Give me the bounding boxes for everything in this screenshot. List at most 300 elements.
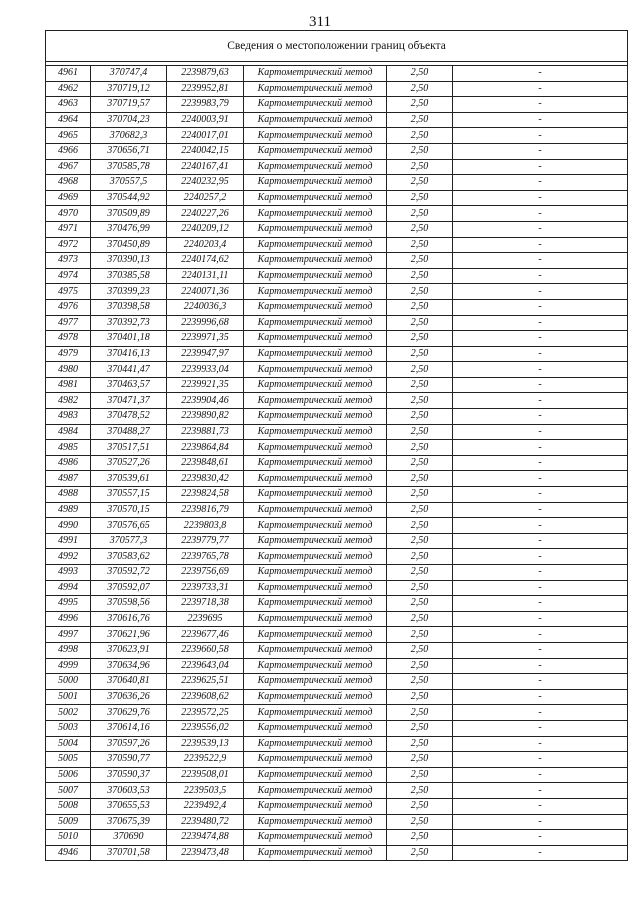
accuracy-cell: 2,50	[387, 674, 453, 690]
x-coordinate-cell: 370592,07	[91, 580, 167, 596]
y-coordinate-cell: 2239890,82	[167, 409, 244, 425]
y-coordinate-cell: 2239660,58	[167, 642, 244, 658]
accuracy-cell: 2,50	[387, 455, 453, 471]
y-coordinate-cell: 2239779,77	[167, 533, 244, 549]
method-cell: Картометрический метод	[244, 299, 387, 315]
method-cell: Картометрический метод	[244, 752, 387, 768]
table-row	[46, 159, 628, 175]
description-cell: -	[453, 736, 628, 752]
description-cell: -	[453, 580, 628, 596]
point-number-cell: 4997	[46, 627, 91, 643]
accuracy-cell: 2,50	[387, 66, 453, 82]
point-number-cell: 4971	[46, 221, 91, 237]
description-cell: -	[453, 284, 628, 300]
accuracy-cell: 2,50	[387, 830, 453, 846]
accuracy-cell: 2,50	[387, 346, 453, 362]
method-cell: Картометрический метод	[244, 440, 387, 456]
table-row	[46, 128, 628, 144]
point-number-cell: 4968	[46, 175, 91, 191]
x-coordinate-cell: 370590,37	[91, 767, 167, 783]
description-cell: -	[453, 752, 628, 768]
point-number-cell: 4980	[46, 362, 91, 378]
accuracy-cell: 2,50	[387, 409, 453, 425]
point-number-cell: 4974	[46, 268, 91, 284]
method-cell: Картометрический метод	[244, 814, 387, 830]
method-cell: Картометрический метод	[244, 767, 387, 783]
method-cell: Картометрический метод	[244, 268, 387, 284]
y-coordinate-cell: 2239933,04	[167, 362, 244, 378]
y-coordinate-cell: 2239996,68	[167, 315, 244, 331]
point-number-cell: 4978	[46, 331, 91, 347]
method-cell: Картометрический метод	[244, 518, 387, 534]
table-row	[46, 409, 628, 425]
y-coordinate-cell: 2239522,9	[167, 752, 244, 768]
table-row	[46, 455, 628, 471]
accuracy-cell: 2,50	[387, 81, 453, 97]
x-coordinate-cell: 370399,23	[91, 284, 167, 300]
point-number-cell: 4987	[46, 471, 91, 487]
table-row	[46, 237, 628, 253]
accuracy-cell: 2,50	[387, 596, 453, 612]
x-coordinate-cell: 370401,18	[91, 331, 167, 347]
table-row	[46, 627, 628, 643]
point-number-cell: 4963	[46, 97, 91, 113]
table-row	[46, 268, 628, 284]
description-cell: -	[453, 627, 628, 643]
x-coordinate-cell: 370701,58	[91, 845, 167, 861]
table-row	[46, 112, 628, 128]
accuracy-cell: 2,50	[387, 752, 453, 768]
accuracy-cell: 2,50	[387, 767, 453, 783]
point-number-cell: 4979	[46, 346, 91, 362]
description-cell: -	[453, 658, 628, 674]
description-cell: -	[453, 346, 628, 362]
point-number-cell: 4981	[46, 377, 91, 393]
x-coordinate-cell: 370570,15	[91, 502, 167, 518]
point-number-cell: 5006	[46, 767, 91, 783]
point-number-cell: 5002	[46, 705, 91, 721]
x-coordinate-cell: 370416,13	[91, 346, 167, 362]
x-coordinate-cell: 370509,89	[91, 206, 167, 222]
accuracy-cell: 2,50	[387, 549, 453, 565]
description-cell: -	[453, 409, 628, 425]
y-coordinate-cell: 2239830,42	[167, 471, 244, 487]
description-cell: -	[453, 175, 628, 191]
description-cell: -	[453, 549, 628, 565]
description-cell: -	[453, 221, 628, 237]
point-number-cell: 4961	[46, 66, 91, 82]
method-cell: Картометрический метод	[244, 642, 387, 658]
method-cell: Картометрический метод	[244, 611, 387, 627]
accuracy-cell: 2,50	[387, 658, 453, 674]
accuracy-cell: 2,50	[387, 565, 453, 581]
y-coordinate-cell: 2239816,79	[167, 502, 244, 518]
accuracy-cell: 2,50	[387, 424, 453, 440]
accuracy-cell: 2,50	[387, 175, 453, 191]
accuracy-cell: 2,50	[387, 736, 453, 752]
table-row	[46, 658, 628, 674]
method-cell: Картометрический метод	[244, 798, 387, 814]
accuracy-cell: 2,50	[387, 689, 453, 705]
method-cell: Картометрический метод	[244, 331, 387, 347]
accuracy-cell: 2,50	[387, 143, 453, 159]
table-row	[46, 143, 628, 159]
y-coordinate-cell: 2240017,01	[167, 128, 244, 144]
method-cell: Картометрический метод	[244, 112, 387, 128]
y-coordinate-cell: 2239572,25	[167, 705, 244, 721]
table-row	[46, 299, 628, 315]
accuracy-cell: 2,50	[387, 97, 453, 113]
method-cell: Картометрический метод	[244, 674, 387, 690]
y-coordinate-cell: 2240209,12	[167, 221, 244, 237]
method-cell: Картометрический метод	[244, 627, 387, 643]
x-coordinate-cell: 370634,96	[91, 658, 167, 674]
y-coordinate-cell: 2239904,46	[167, 393, 244, 409]
description-cell: -	[453, 487, 628, 503]
x-coordinate-cell: 370527,26	[91, 455, 167, 471]
y-coordinate-cell: 2239921,35	[167, 377, 244, 393]
table-row	[46, 175, 628, 191]
method-cell: Картометрический метод	[244, 97, 387, 113]
method-cell: Картометрический метод	[244, 128, 387, 144]
description-cell: -	[453, 767, 628, 783]
x-coordinate-cell: 370398,58	[91, 299, 167, 315]
x-coordinate-cell: 370655,53	[91, 798, 167, 814]
table-row	[46, 377, 628, 393]
table-row	[46, 284, 628, 300]
description-cell: -	[453, 689, 628, 705]
accuracy-cell: 2,50	[387, 487, 453, 503]
y-coordinate-cell: 2240042,15	[167, 143, 244, 159]
accuracy-cell: 2,50	[387, 502, 453, 518]
table-row	[46, 720, 628, 736]
table-row	[46, 798, 628, 814]
description-cell: -	[453, 565, 628, 581]
method-cell: Картометрический метод	[244, 206, 387, 222]
point-number-cell: 4992	[46, 549, 91, 565]
x-coordinate-cell: 370539,61	[91, 471, 167, 487]
x-coordinate-cell: 370690	[91, 830, 167, 846]
point-number-cell: 4965	[46, 128, 91, 144]
x-coordinate-cell: 370614,16	[91, 720, 167, 736]
description-cell: -	[453, 611, 628, 627]
point-number-cell: 4995	[46, 596, 91, 612]
method-cell: Картометрический метод	[244, 221, 387, 237]
x-coordinate-cell: 370488,27	[91, 424, 167, 440]
x-coordinate-cell: 370640,81	[91, 674, 167, 690]
x-coordinate-cell: 370597,26	[91, 736, 167, 752]
y-coordinate-cell: 2239608,62	[167, 689, 244, 705]
method-cell: Картометрический метод	[244, 377, 387, 393]
point-number-cell: 4994	[46, 580, 91, 596]
description-cell: -	[453, 362, 628, 378]
method-cell: Картометрический метод	[244, 424, 387, 440]
description-cell: -	[453, 518, 628, 534]
table-row	[46, 221, 628, 237]
point-number-cell: 4986	[46, 455, 91, 471]
point-number-cell: 4962	[46, 81, 91, 97]
description-cell: -	[453, 393, 628, 409]
accuracy-cell: 2,50	[387, 253, 453, 269]
method-cell: Картометрический метод	[244, 362, 387, 378]
description-cell: -	[453, 814, 628, 830]
method-cell: Картометрический метод	[244, 143, 387, 159]
description-cell: -	[453, 253, 628, 269]
y-coordinate-cell: 2239480,72	[167, 814, 244, 830]
y-coordinate-cell: 2239695	[167, 611, 244, 627]
description-cell: -	[453, 674, 628, 690]
method-cell: Картометрический метод	[244, 533, 387, 549]
y-coordinate-cell: 2240227,26	[167, 206, 244, 222]
table-row	[46, 66, 628, 82]
y-coordinate-cell: 2239879,63	[167, 66, 244, 82]
table-row	[46, 97, 628, 113]
point-number-cell: 4991	[46, 533, 91, 549]
x-coordinate-cell: 370583,62	[91, 549, 167, 565]
point-number-cell: 4973	[46, 253, 91, 269]
x-coordinate-cell: 370598,56	[91, 596, 167, 612]
table-row	[46, 674, 628, 690]
y-coordinate-cell: 2239508,01	[167, 767, 244, 783]
x-coordinate-cell: 370590,77	[91, 752, 167, 768]
method-cell: Картометрический метод	[244, 502, 387, 518]
accuracy-cell: 2,50	[387, 284, 453, 300]
point-number-cell: 4998	[46, 642, 91, 658]
accuracy-cell: 2,50	[387, 221, 453, 237]
accuracy-cell: 2,50	[387, 315, 453, 331]
method-cell: Картометрический метод	[244, 471, 387, 487]
accuracy-cell: 2,50	[387, 190, 453, 206]
point-number-cell: 4966	[46, 143, 91, 159]
point-number-cell: 4972	[46, 237, 91, 253]
x-coordinate-cell: 370636,26	[91, 689, 167, 705]
table-row	[46, 596, 628, 612]
table-row	[46, 611, 628, 627]
point-number-cell: 4967	[46, 159, 91, 175]
description-cell: -	[453, 783, 628, 799]
point-number-cell: 4977	[46, 315, 91, 331]
table-row	[46, 315, 628, 331]
description-cell: -	[453, 533, 628, 549]
x-coordinate-cell: 370385,58	[91, 268, 167, 284]
accuracy-cell: 2,50	[387, 627, 453, 643]
method-cell: Картометрический метод	[244, 175, 387, 191]
description-cell: -	[453, 720, 628, 736]
description-cell: -	[453, 830, 628, 846]
method-cell: Картометрический метод	[244, 658, 387, 674]
point-number-cell: 4969	[46, 190, 91, 206]
method-cell: Картометрический метод	[244, 66, 387, 82]
method-cell: Картометрический метод	[244, 580, 387, 596]
accuracy-cell: 2,50	[387, 705, 453, 721]
accuracy-cell: 2,50	[387, 331, 453, 347]
point-number-cell: 4990	[46, 518, 91, 534]
point-number-cell: 4946	[46, 845, 91, 861]
description-cell: -	[453, 66, 628, 82]
point-number-cell: 5007	[46, 783, 91, 799]
method-cell: Картометрический метод	[244, 596, 387, 612]
accuracy-cell: 2,50	[387, 362, 453, 378]
table-row	[46, 533, 628, 549]
table-row	[46, 393, 628, 409]
x-coordinate-cell: 370441,47	[91, 362, 167, 378]
description-cell: -	[453, 440, 628, 456]
y-coordinate-cell: 2239473,48	[167, 845, 244, 861]
method-cell: Картометрический метод	[244, 315, 387, 331]
description-cell: -	[453, 159, 628, 175]
table-row	[46, 767, 628, 783]
y-coordinate-cell: 2240036,3	[167, 299, 244, 315]
x-coordinate-cell: 370747,4	[91, 66, 167, 82]
point-number-cell: 4989	[46, 502, 91, 518]
description-cell: -	[453, 206, 628, 222]
table-row	[46, 736, 628, 752]
method-cell: Картометрический метод	[244, 237, 387, 253]
y-coordinate-cell: 2239677,46	[167, 627, 244, 643]
x-coordinate-cell: 370585,78	[91, 159, 167, 175]
accuracy-cell: 2,50	[387, 112, 453, 128]
method-cell: Картометрический метод	[244, 549, 387, 565]
accuracy-cell: 2,50	[387, 533, 453, 549]
x-coordinate-cell: 370390,13	[91, 253, 167, 269]
method-cell: Картометрический метод	[244, 830, 387, 846]
x-coordinate-cell: 370675,39	[91, 814, 167, 830]
description-cell: -	[453, 315, 628, 331]
description-cell: -	[453, 502, 628, 518]
x-coordinate-cell: 370629,76	[91, 705, 167, 721]
table-row	[46, 487, 628, 503]
table-row	[46, 814, 628, 830]
y-coordinate-cell: 2239864,84	[167, 440, 244, 456]
point-number-cell: 4964	[46, 112, 91, 128]
accuracy-cell: 2,50	[387, 720, 453, 736]
method-cell: Картометрический метод	[244, 845, 387, 861]
point-number-cell: 4988	[46, 487, 91, 503]
y-coordinate-cell: 2240003,91	[167, 112, 244, 128]
accuracy-cell: 2,50	[387, 268, 453, 284]
y-coordinate-cell: 2240071,36	[167, 284, 244, 300]
table-row	[46, 424, 628, 440]
table-row	[46, 471, 628, 487]
page-number: 311	[309, 14, 331, 30]
y-coordinate-cell: 2240203,4	[167, 237, 244, 253]
accuracy-cell: 2,50	[387, 440, 453, 456]
method-cell: Картометрический метод	[244, 81, 387, 97]
table-row	[46, 440, 628, 456]
accuracy-cell: 2,50	[387, 611, 453, 627]
accuracy-cell: 2,50	[387, 814, 453, 830]
accuracy-cell: 2,50	[387, 206, 453, 222]
table-row	[46, 81, 628, 97]
x-coordinate-cell: 370392,73	[91, 315, 167, 331]
table-row	[46, 362, 628, 378]
table-body	[46, 31, 628, 861]
method-cell: Картометрический метод	[244, 720, 387, 736]
accuracy-cell: 2,50	[387, 580, 453, 596]
point-number-cell: 4975	[46, 284, 91, 300]
table-row	[46, 346, 628, 362]
table-title-row	[46, 31, 628, 62]
point-number-cell: 5000	[46, 674, 91, 690]
y-coordinate-cell: 2239503,5	[167, 783, 244, 799]
method-cell: Картометрический метод	[244, 565, 387, 581]
method-cell: Картометрический метод	[244, 487, 387, 503]
x-coordinate-cell: 370704,23	[91, 112, 167, 128]
y-coordinate-cell: 2240257,2	[167, 190, 244, 206]
table-row	[46, 502, 628, 518]
point-number-cell: 4984	[46, 424, 91, 440]
point-number-cell: 4982	[46, 393, 91, 409]
y-coordinate-cell: 2239474,88	[167, 830, 244, 846]
method-cell: Картометрический метод	[244, 253, 387, 269]
description-cell: -	[453, 190, 628, 206]
point-number-cell: 4993	[46, 565, 91, 581]
description-cell: -	[453, 299, 628, 315]
point-number-cell: 5009	[46, 814, 91, 830]
x-coordinate-cell: 370682,3	[91, 128, 167, 144]
point-number-cell: 4970	[46, 206, 91, 222]
description-cell: -	[453, 471, 628, 487]
description-cell: -	[453, 705, 628, 721]
y-coordinate-cell: 2239947,97	[167, 346, 244, 362]
x-coordinate-cell: 370471,37	[91, 393, 167, 409]
point-number-cell: 4996	[46, 611, 91, 627]
x-coordinate-cell: 370603,53	[91, 783, 167, 799]
x-coordinate-cell: 370623,91	[91, 642, 167, 658]
y-coordinate-cell: 2240131,11	[167, 268, 244, 284]
table-row	[46, 689, 628, 705]
boundary-coordinates-table	[45, 30, 628, 861]
y-coordinate-cell: 2239952,81	[167, 81, 244, 97]
table-row	[46, 580, 628, 596]
y-coordinate-cell: 2239803,8	[167, 518, 244, 534]
method-cell: Картометрический метод	[244, 284, 387, 300]
point-number-cell: 5008	[46, 798, 91, 814]
x-coordinate-cell: 370577,3	[91, 533, 167, 549]
accuracy-cell: 2,50	[387, 471, 453, 487]
method-cell: Картометрический метод	[244, 190, 387, 206]
accuracy-cell: 2,50	[387, 159, 453, 175]
point-number-cell: 5001	[46, 689, 91, 705]
description-cell: -	[453, 237, 628, 253]
x-coordinate-cell: 370576,65	[91, 518, 167, 534]
description-cell: -	[453, 845, 628, 861]
description-cell: -	[453, 128, 628, 144]
accuracy-cell: 2,50	[387, 128, 453, 144]
accuracy-cell: 2,50	[387, 845, 453, 861]
description-cell: -	[453, 642, 628, 658]
accuracy-cell: 2,50	[387, 393, 453, 409]
accuracy-cell: 2,50	[387, 783, 453, 799]
y-coordinate-cell: 2239848,61	[167, 455, 244, 471]
x-coordinate-cell: 370476,99	[91, 221, 167, 237]
y-coordinate-cell: 2239881,73	[167, 424, 244, 440]
method-cell: Картометрический метод	[244, 159, 387, 175]
accuracy-cell: 2,50	[387, 377, 453, 393]
x-coordinate-cell: 370592,72	[91, 565, 167, 581]
table-row	[46, 190, 628, 206]
table-row	[46, 549, 628, 565]
accuracy-cell: 2,50	[387, 642, 453, 658]
method-cell: Картометрический метод	[244, 393, 387, 409]
point-number-cell: 4999	[46, 658, 91, 674]
accuracy-cell: 2,50	[387, 237, 453, 253]
description-cell: -	[453, 81, 628, 97]
y-coordinate-cell: 2239824,58	[167, 487, 244, 503]
table-row	[46, 565, 628, 581]
point-number-cell: 5004	[46, 736, 91, 752]
x-coordinate-cell: 370656,71	[91, 143, 167, 159]
